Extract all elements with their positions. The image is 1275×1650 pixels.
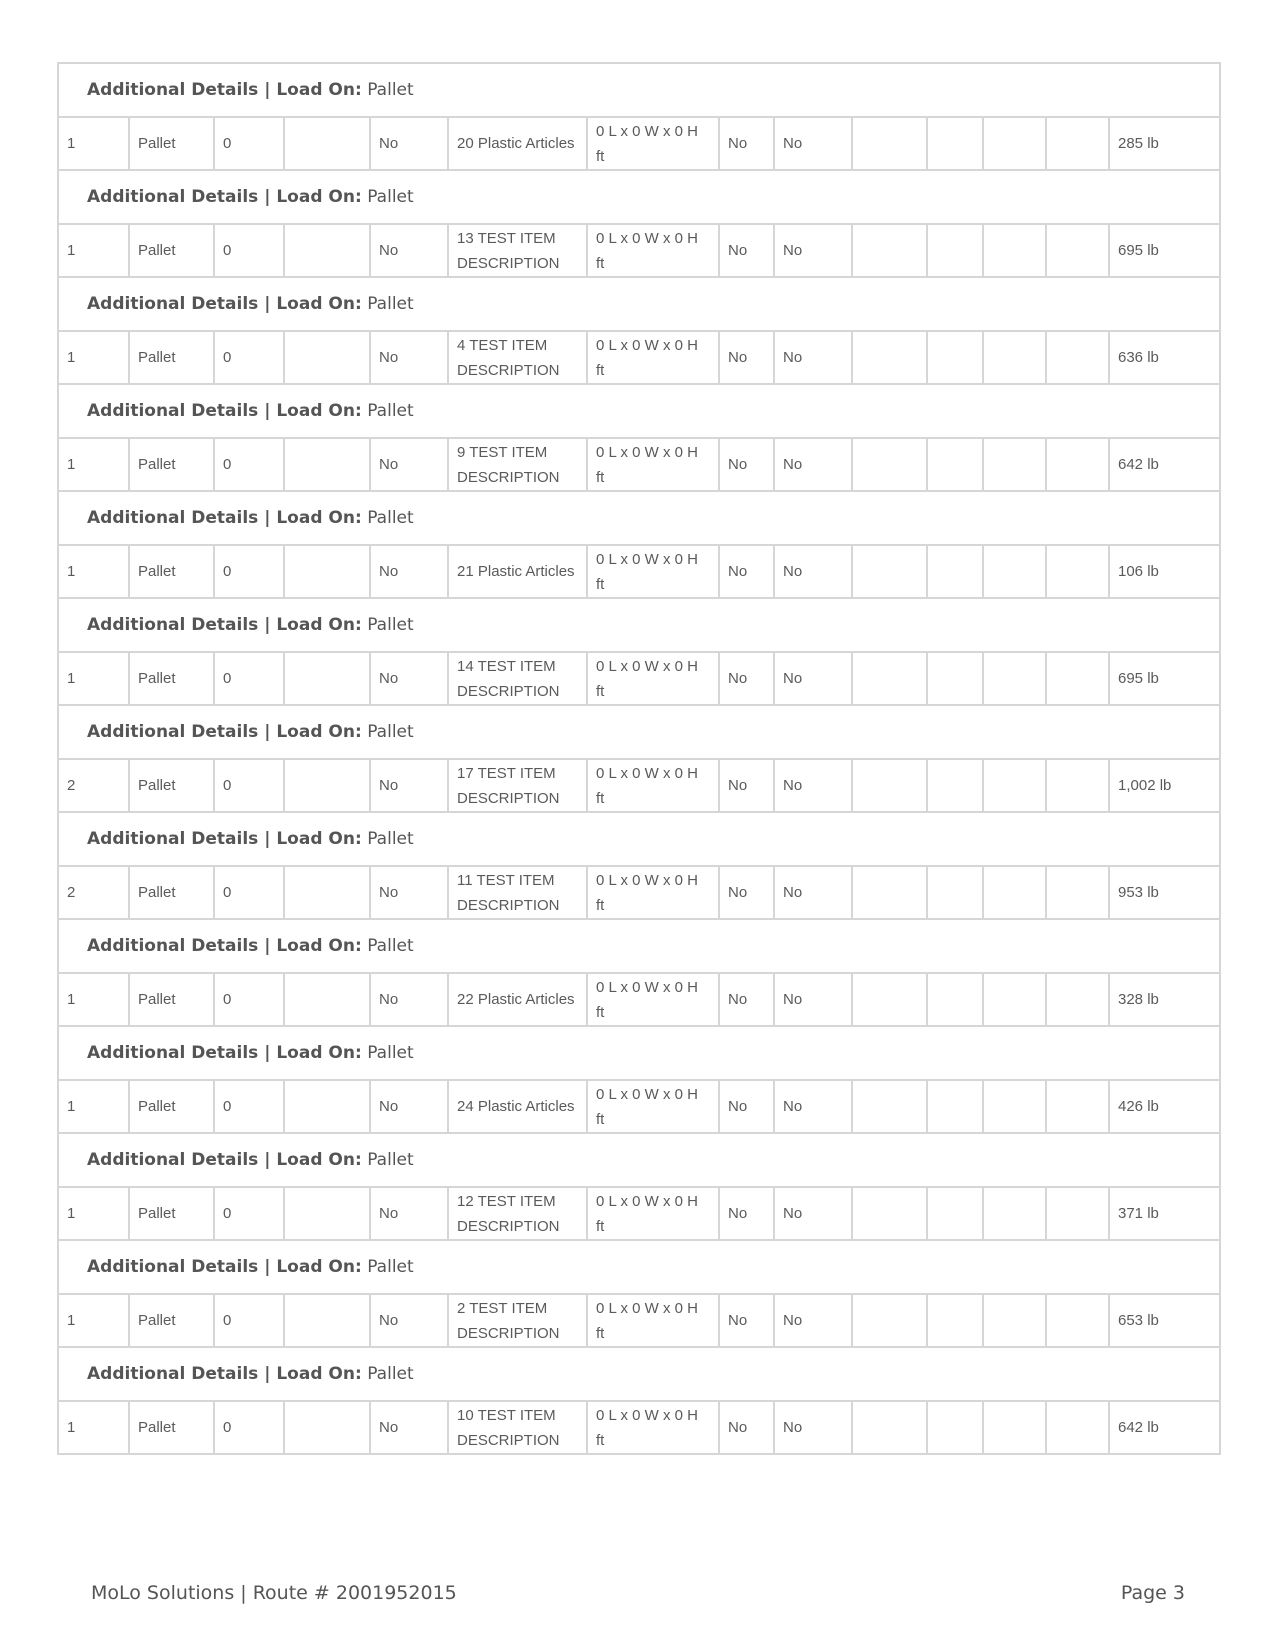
cell-weight: 642 lb <box>1109 1401 1220 1454</box>
table-row <box>58 1401 1220 1454</box>
cell-empty <box>927 1294 983 1347</box>
cell-flag2: No <box>774 224 852 277</box>
cell-blank <box>284 545 370 598</box>
cell-empty <box>927 224 983 277</box>
detail-separator: | <box>258 935 277 956</box>
cell-type: Pallet <box>129 1080 214 1133</box>
additional-details-label: Additional Details <box>87 1363 259 1384</box>
cell-flag1: No <box>719 866 774 919</box>
cell-qty: 2 <box>58 866 129 919</box>
cell-empty <box>1046 1401 1109 1454</box>
additional-details-label: Additional Details <box>87 186 259 207</box>
cell-empty <box>983 866 1046 919</box>
cell-empty <box>927 1401 983 1454</box>
load-on-label: Load On: <box>276 507 362 528</box>
load-on-value: Pallet <box>367 79 414 100</box>
cell-qty: 1 <box>58 438 129 491</box>
cell-flag1: No <box>719 1187 774 1240</box>
cell-value: 0 <box>214 652 284 705</box>
cell-qty: 1 <box>58 652 129 705</box>
cell-empty <box>852 1187 927 1240</box>
cell-empty <box>983 652 1046 705</box>
load-on-label: Load On: <box>276 1149 362 1170</box>
additional-details-label: Additional Details <box>87 400 259 421</box>
cell-dims: 0 L x 0 W x 0 H ft <box>587 759 719 812</box>
cell-value: 0 <box>214 1294 284 1347</box>
table-row <box>58 1294 1220 1347</box>
cell-type: Pallet <box>129 224 214 277</box>
cell-empty <box>983 331 1046 384</box>
cell-flag2: No <box>774 117 852 170</box>
cell-dims: 0 L x 0 W x 0 H ft <box>587 866 719 919</box>
cell-type: Pallet <box>129 652 214 705</box>
load-on-value: Pallet <box>367 1363 414 1384</box>
additional-details-cell <box>58 1026 1220 1080</box>
cell-desc: 11 TEST ITEM DESCRIPTION <box>448 866 587 919</box>
cell-empty <box>1046 1294 1109 1347</box>
load-on-value: Pallet <box>367 935 414 956</box>
load-on-label: Load On: <box>276 1256 362 1277</box>
cell-empty <box>852 759 927 812</box>
cell-dims: 0 L x 0 W x 0 H ft <box>587 1080 719 1133</box>
cell-dims: 0 L x 0 W x 0 H ft <box>587 545 719 598</box>
cell-desc: 10 TEST ITEM DESCRIPTION <box>448 1401 587 1454</box>
cell-hazmat: No <box>370 224 448 277</box>
load-on-value: Pallet <box>367 828 414 849</box>
cell-weight: 371 lb <box>1109 1187 1220 1240</box>
cell-type: Pallet <box>129 117 214 170</box>
cell-value: 0 <box>214 759 284 812</box>
cell-value: 0 <box>214 331 284 384</box>
cell-hazmat: No <box>370 1187 448 1240</box>
detail-separator: | <box>258 721 277 742</box>
additional-details-row <box>58 1133 1220 1187</box>
cell-qty: 1 <box>58 973 129 1026</box>
additional-details-cell <box>58 812 1220 866</box>
footer-page-number: Page 3 <box>1120 1582 1185 1604</box>
cell-qty: 1 <box>58 1294 129 1347</box>
cell-empty <box>983 545 1046 598</box>
cell-type: Pallet <box>129 438 214 491</box>
cell-weight: 642 lb <box>1109 438 1220 491</box>
cell-value: 0 <box>214 117 284 170</box>
cell-desc: 21 Plastic Articles <box>448 545 587 598</box>
additional-details-row <box>58 384 1220 438</box>
cell-empty <box>1046 1080 1109 1133</box>
load-on-label: Load On: <box>276 614 362 635</box>
additional-details-row <box>58 1026 1220 1080</box>
cell-flag1: No <box>719 759 774 812</box>
cell-flag2: No <box>774 652 852 705</box>
cell-empty <box>927 866 983 919</box>
cell-dims: 0 L x 0 W x 0 H ft <box>587 1187 719 1240</box>
load-on-value: Pallet <box>367 1256 414 1277</box>
additional-details-cell <box>58 1347 1220 1401</box>
cell-flag2: No <box>774 973 852 1026</box>
cell-flag1: No <box>719 545 774 598</box>
additional-details-row <box>58 1240 1220 1294</box>
footer-route-info: MoLo Solutions | Route # 2001952015 <box>91 1582 457 1604</box>
load-on-value: Pallet <box>367 1149 414 1170</box>
cell-flag1: No <box>719 331 774 384</box>
cell-dims: 0 L x 0 W x 0 H ft <box>587 1294 719 1347</box>
detail-separator: | <box>258 507 277 528</box>
cell-blank <box>284 652 370 705</box>
cell-value: 0 <box>214 545 284 598</box>
cell-hazmat: No <box>370 438 448 491</box>
cell-desc: 24 Plastic Articles <box>448 1080 587 1133</box>
cell-empty <box>1046 973 1109 1026</box>
cell-blank <box>284 331 370 384</box>
cell-blank <box>284 117 370 170</box>
cell-weight: 636 lb <box>1109 331 1220 384</box>
cell-blank <box>284 1080 370 1133</box>
cell-empty <box>983 759 1046 812</box>
cell-hazmat: No <box>370 545 448 598</box>
cell-dims: 0 L x 0 W x 0 H ft <box>587 331 719 384</box>
cell-empty <box>852 545 927 598</box>
detail-separator: | <box>258 186 277 207</box>
load-on-label: Load On: <box>276 79 362 100</box>
load-on-label: Load On: <box>276 1363 362 1384</box>
cell-empty <box>1046 117 1109 170</box>
cell-blank <box>284 1187 370 1240</box>
cell-flag2: No <box>774 1080 852 1133</box>
detail-separator: | <box>258 1149 277 1170</box>
additional-details-row <box>58 1347 1220 1401</box>
cell-hazmat: No <box>370 759 448 812</box>
detail-separator: | <box>258 828 277 849</box>
additional-details-row <box>58 63 1220 117</box>
cell-flag1: No <box>719 438 774 491</box>
cell-weight: 953 lb <box>1109 866 1220 919</box>
cell-hazmat: No <box>370 973 448 1026</box>
cell-value: 0 <box>214 1080 284 1133</box>
cell-empty <box>852 973 927 1026</box>
additional-details-row <box>58 598 1220 652</box>
cell-weight: 426 lb <box>1109 1080 1220 1133</box>
table-row <box>58 331 1220 384</box>
cell-empty <box>1046 438 1109 491</box>
cell-flag2: No <box>774 1401 852 1454</box>
detail-separator: | <box>258 79 277 100</box>
table-row <box>58 117 1220 170</box>
cell-empty <box>927 973 983 1026</box>
cell-blank <box>284 1401 370 1454</box>
cell-dims: 0 L x 0 W x 0 H ft <box>587 117 719 170</box>
cell-flag2: No <box>774 759 852 812</box>
cell-empty <box>983 1401 1046 1454</box>
load-on-label: Load On: <box>276 721 362 742</box>
cell-weight: 1,002 lb <box>1109 759 1220 812</box>
cell-value: 0 <box>214 973 284 1026</box>
cell-empty <box>927 438 983 491</box>
table-row <box>58 224 1220 277</box>
cell-blank <box>284 973 370 1026</box>
cell-value: 0 <box>214 224 284 277</box>
additional-details-label: Additional Details <box>87 1149 259 1170</box>
detail-separator: | <box>258 1256 277 1277</box>
cell-empty <box>983 1080 1046 1133</box>
cell-hazmat: No <box>370 1080 448 1133</box>
load-on-value: Pallet <box>367 293 414 314</box>
cell-flag2: No <box>774 331 852 384</box>
additional-details-row <box>58 277 1220 331</box>
load-on-label: Load On: <box>276 400 362 421</box>
cell-type: Pallet <box>129 545 214 598</box>
cell-desc: 12 TEST ITEM DESCRIPTION <box>448 1187 587 1240</box>
additional-details-label: Additional Details <box>87 1042 259 1063</box>
cell-flag1: No <box>719 117 774 170</box>
additional-details-row <box>58 705 1220 759</box>
cell-flag1: No <box>719 973 774 1026</box>
additional-details-label: Additional Details <box>87 507 259 528</box>
cell-flag2: No <box>774 866 852 919</box>
cell-empty <box>927 1187 983 1240</box>
load-on-value: Pallet <box>367 186 414 207</box>
cell-type: Pallet <box>129 1294 214 1347</box>
cell-empty <box>852 1080 927 1133</box>
cell-empty <box>1046 331 1109 384</box>
load-on-label: Load On: <box>276 293 362 314</box>
cell-qty: 1 <box>58 331 129 384</box>
additional-details-cell <box>58 1133 1220 1187</box>
table-row <box>58 545 1220 598</box>
cell-empty <box>983 117 1046 170</box>
cell-dims: 0 L x 0 W x 0 H ft <box>587 1401 719 1454</box>
table-row <box>58 1080 1220 1133</box>
cell-desc: 4 TEST ITEM DESCRIPTION <box>448 331 587 384</box>
cell-empty <box>852 652 927 705</box>
cell-flag2: No <box>774 545 852 598</box>
additional-details-cell <box>58 705 1220 759</box>
load-on-value: Pallet <box>367 1042 414 1063</box>
cell-value: 0 <box>214 1401 284 1454</box>
additional-details-row <box>58 170 1220 224</box>
additional-details-cell <box>58 919 1220 973</box>
cell-type: Pallet <box>129 331 214 384</box>
load-on-label: Load On: <box>276 828 362 849</box>
additional-details-label: Additional Details <box>87 79 259 100</box>
cell-blank <box>284 759 370 812</box>
cell-weight: 695 lb <box>1109 652 1220 705</box>
cell-dims: 0 L x 0 W x 0 H ft <box>587 652 719 705</box>
cell-empty <box>1046 1187 1109 1240</box>
load-on-value: Pallet <box>367 507 414 528</box>
cell-flag1: No <box>719 1401 774 1454</box>
cell-value: 0 <box>214 866 284 919</box>
cell-type: Pallet <box>129 866 214 919</box>
additional-details-label: Additional Details <box>87 721 259 742</box>
cell-flag1: No <box>719 1080 774 1133</box>
cell-qty: 1 <box>58 1080 129 1133</box>
detail-separator: | <box>258 400 277 421</box>
cell-empty <box>1046 652 1109 705</box>
cell-dims: 0 L x 0 W x 0 H ft <box>587 438 719 491</box>
cell-value: 0 <box>214 438 284 491</box>
table-row <box>58 866 1220 919</box>
cell-empty <box>983 224 1046 277</box>
cell-value: 0 <box>214 1187 284 1240</box>
cell-flag1: No <box>719 1294 774 1347</box>
cell-empty <box>983 1187 1046 1240</box>
cell-qty: 1 <box>58 117 129 170</box>
cell-empty <box>852 866 927 919</box>
additional-details-row <box>58 812 1220 866</box>
detail-separator: | <box>258 1363 277 1384</box>
cell-empty <box>983 973 1046 1026</box>
additional-details-cell <box>58 598 1220 652</box>
cell-hazmat: No <box>370 652 448 705</box>
cell-blank <box>284 866 370 919</box>
detail-separator: | <box>258 293 277 314</box>
freight-items-table <box>57 62 1221 1455</box>
cell-flag2: No <box>774 438 852 491</box>
cell-blank <box>284 1294 370 1347</box>
cell-type: Pallet <box>129 973 214 1026</box>
additional-details-label: Additional Details <box>87 1256 259 1277</box>
cell-empty <box>852 1294 927 1347</box>
additional-details-cell <box>58 1240 1220 1294</box>
cell-type: Pallet <box>129 1187 214 1240</box>
cell-qty: 1 <box>58 1187 129 1240</box>
cell-empty <box>927 545 983 598</box>
cell-flag2: No <box>774 1187 852 1240</box>
cell-empty <box>927 331 983 384</box>
cell-hazmat: No <box>370 117 448 170</box>
cell-weight: 106 lb <box>1109 545 1220 598</box>
additional-details-label: Additional Details <box>87 828 259 849</box>
cell-desc: 17 TEST ITEM DESCRIPTION <box>448 759 587 812</box>
cell-empty <box>1046 866 1109 919</box>
cell-qty: 1 <box>58 1401 129 1454</box>
cell-flag1: No <box>719 652 774 705</box>
cell-desc: 20 Plastic Articles <box>448 117 587 170</box>
cell-qty: 2 <box>58 759 129 812</box>
cell-weight: 285 lb <box>1109 117 1220 170</box>
cell-weight: 328 lb <box>1109 973 1220 1026</box>
additional-details-label: Additional Details <box>87 614 259 635</box>
cell-desc: 14 TEST ITEM DESCRIPTION <box>448 652 587 705</box>
cell-weight: 653 lb <box>1109 1294 1220 1347</box>
cell-empty <box>852 331 927 384</box>
cell-desc: 9 TEST ITEM DESCRIPTION <box>448 438 587 491</box>
cell-empty <box>852 1401 927 1454</box>
table-row <box>58 1187 1220 1240</box>
cell-hazmat: No <box>370 1401 448 1454</box>
cell-empty <box>1046 759 1109 812</box>
cell-qty: 1 <box>58 545 129 598</box>
cell-dims: 0 L x 0 W x 0 H ft <box>587 973 719 1026</box>
table-row <box>58 652 1220 705</box>
cell-empty <box>927 117 983 170</box>
load-on-label: Load On: <box>276 1042 362 1063</box>
table-row <box>58 759 1220 812</box>
cell-type: Pallet <box>129 759 214 812</box>
cell-empty <box>927 652 983 705</box>
detail-separator: | <box>258 614 277 635</box>
cell-hazmat: No <box>370 1294 448 1347</box>
detail-separator: | <box>258 1042 277 1063</box>
cell-empty <box>852 117 927 170</box>
cell-empty <box>1046 545 1109 598</box>
table-body <box>58 63 1220 1454</box>
cell-desc: 13 TEST ITEM DESCRIPTION <box>448 224 587 277</box>
cell-blank <box>284 438 370 491</box>
load-on-value: Pallet <box>367 721 414 742</box>
cell-empty <box>927 759 983 812</box>
cell-hazmat: No <box>370 331 448 384</box>
cell-hazmat: No <box>370 866 448 919</box>
cell-empty <box>983 1294 1046 1347</box>
cell-weight: 695 lb <box>1109 224 1220 277</box>
additional-details-cell <box>58 491 1220 545</box>
additional-details-label: Additional Details <box>87 293 259 314</box>
cell-dims: 0 L x 0 W x 0 H ft <box>587 224 719 277</box>
cell-type: Pallet <box>129 1401 214 1454</box>
load-on-label: Load On: <box>276 186 362 207</box>
cell-blank <box>284 224 370 277</box>
additional-details-row <box>58 919 1220 973</box>
table-row <box>58 973 1220 1026</box>
cell-empty <box>927 1080 983 1133</box>
table-row <box>58 438 1220 491</box>
additional-details-label: Additional Details <box>87 935 259 956</box>
cell-desc: 2 TEST ITEM DESCRIPTION <box>448 1294 587 1347</box>
cell-qty: 1 <box>58 224 129 277</box>
cell-empty <box>1046 224 1109 277</box>
cell-flag1: No <box>719 224 774 277</box>
additional-details-cell <box>58 277 1220 331</box>
cell-flag2: No <box>774 1294 852 1347</box>
load-on-label: Load On: <box>276 935 362 956</box>
cell-desc: 22 Plastic Articles <box>448 973 587 1026</box>
load-on-value: Pallet <box>367 614 414 635</box>
cell-empty <box>852 224 927 277</box>
cell-empty <box>983 438 1046 491</box>
additional-details-row <box>58 491 1220 545</box>
additional-details-cell <box>58 170 1220 224</box>
cell-empty <box>852 438 927 491</box>
load-on-value: Pallet <box>367 400 414 421</box>
additional-details-cell <box>58 63 1220 117</box>
additional-details-cell <box>58 384 1220 438</box>
